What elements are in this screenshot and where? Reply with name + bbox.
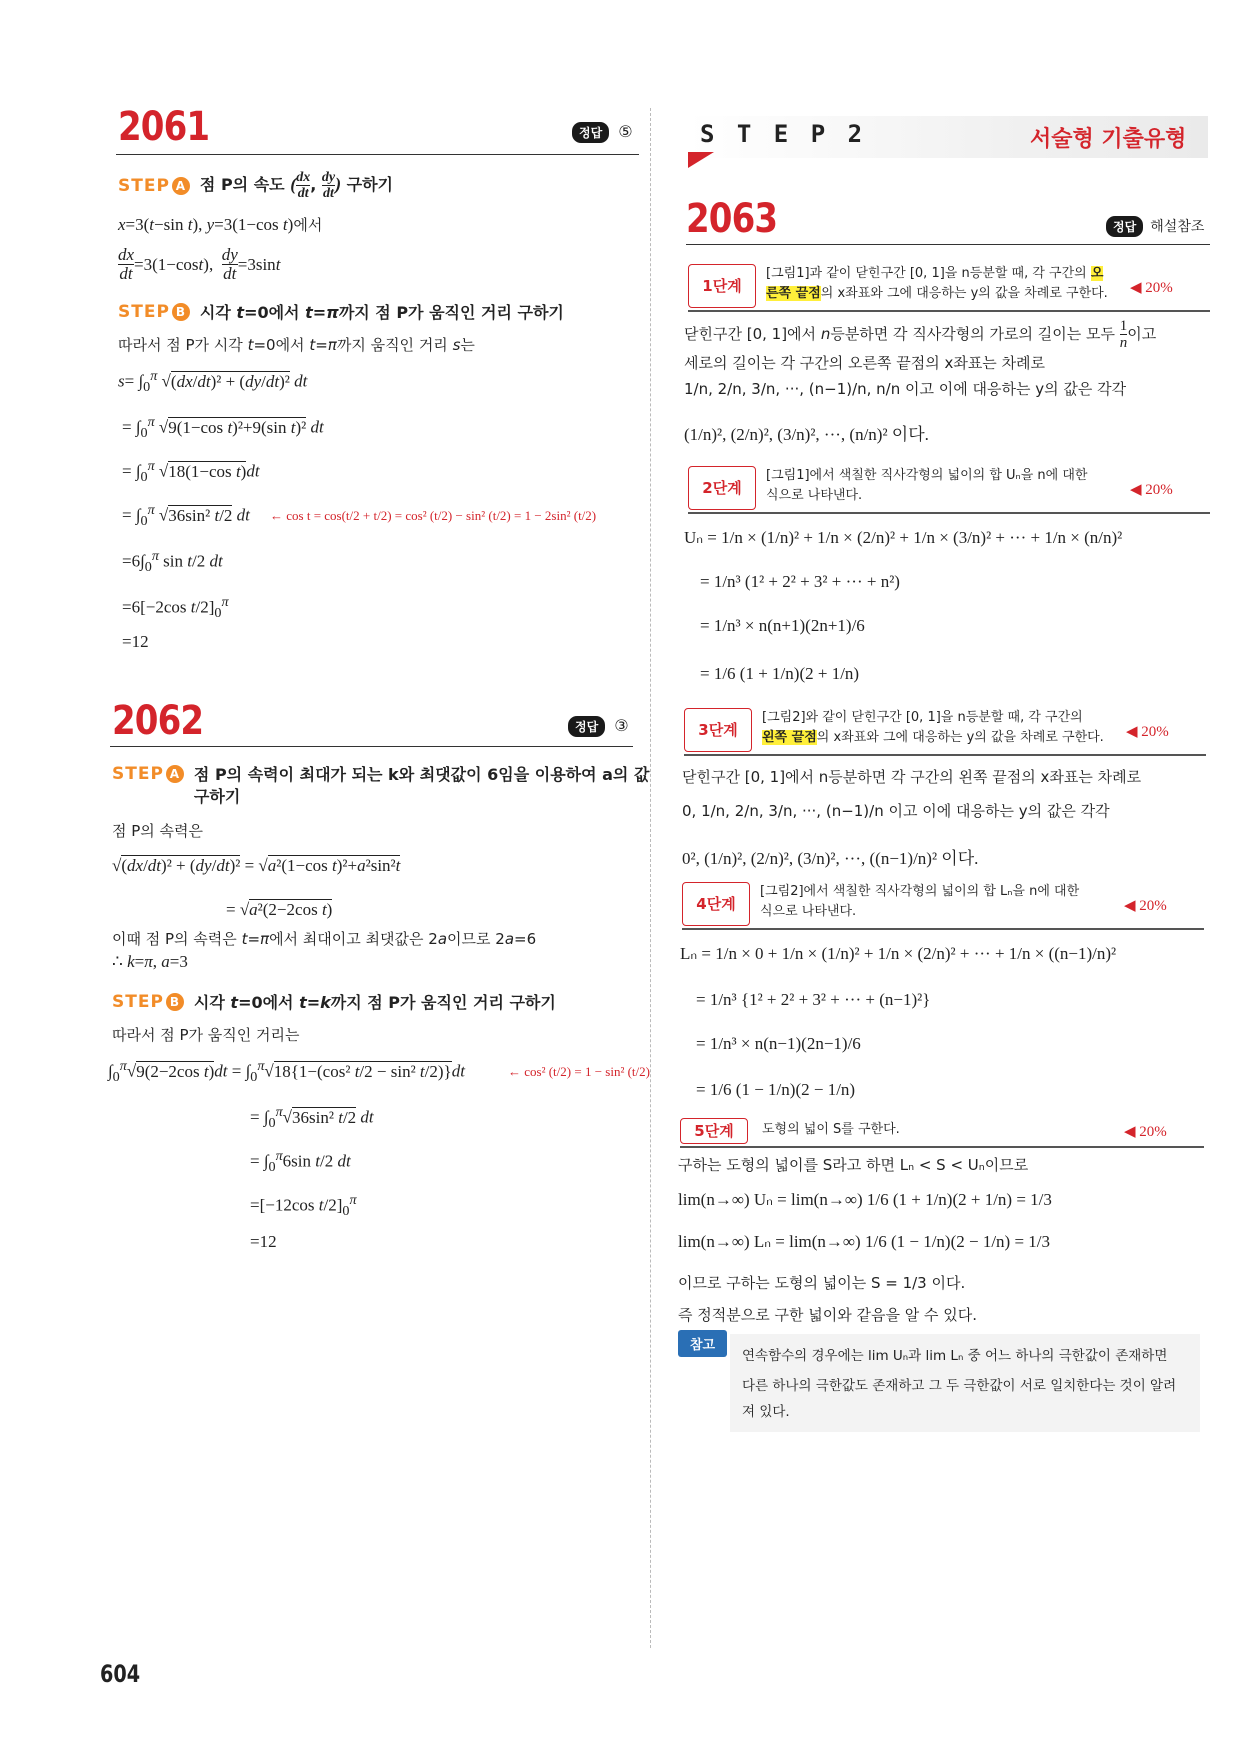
formula-line: =12 xyxy=(122,632,149,651)
formula-line: =6[−2cos $t/2]_0^\pi$ xyxy=(122,594,229,622)
answer-badge: 정답 xyxy=(1106,216,1143,237)
stage-underline xyxy=(680,1146,1204,1148)
answer-2061 xyxy=(572,122,633,143)
formula-line: = $\int_0^\pi 6\sin$ t/2 dt xyxy=(250,1148,351,1176)
text-line: 닫힌구간 [0, 1]에서 n등분하면 각 구간의 왼쪽 끝점의 x좌표는 차례로 xyxy=(682,768,1142,786)
formula-line: = $\int_0^\pi$ √18(1−cos t)dt xyxy=(122,458,260,486)
stage-description-3: [그림2]와 같이 닫힌구간 [0, 1]을 n등분할 때, 각 구간의 왼쪽 끝점의 x좌표와 그에 대응하는 y의 값을 차례로 구한다. xyxy=(762,710,1104,745)
step-title: 점 P의 속력이 최대가 되는 k와 최댓값이 6임을 이용하여 a의 값 구하기 xyxy=(193,765,650,806)
stage-description-1: [그림1]과 같이 닫힌구간 [0, 1]을 n등분할 때, 각 구간의 오 른쪽 끝점의 x좌표와 그에 대응하는 y의 값을 차례로 구한다. xyxy=(766,266,1108,301)
red-flag xyxy=(688,152,714,168)
step-title: 시각 t=0에서 t=k까지 점 P가 움직인 거리 구하기 xyxy=(193,993,556,1012)
step-b-header xyxy=(112,990,556,1013)
formula-line: = 1/n³ × n(n+1)(2n+1)/6 xyxy=(700,616,865,635)
stage-underline xyxy=(688,310,1210,312)
formula-line: $s= \int_0^\pi$ √(dx/dt)² + (dy/dt)² dt xyxy=(118,368,308,396)
step-label: STEP B xyxy=(118,302,190,322)
formula-line: ∴ k=π, a=3 xyxy=(112,952,188,971)
page-number: 604 xyxy=(100,1660,141,1688)
step-title: 점 P의 속도 ( $\frac{dx}{dt}$ , $\frac{dy}{dt}$ ) 구하기 xyxy=(199,170,394,201)
text-line: 닫힌구간 [0, 1]에서 n등분하면 각 직사각형의 가로의 길이는 모두 $\frac{1}{n}$ 이고 xyxy=(684,318,1157,351)
stage-description-2: [그림1]에서 색칠한 직사각형의 넓이의 합 Uₙ을 n에 대한 식으로 나타낸다. xyxy=(766,468,1088,503)
formula-line: $=6\int_0^\pi$ sin t/2 dt xyxy=(122,548,223,576)
divider xyxy=(116,154,639,155)
stage-badge-5: 5단계 xyxy=(680,1118,748,1144)
reference-line: 연속함수의 경우에는 lim Uₙ과 lim Lₙ 중 어느 하나의 극한값이 존재하면 xyxy=(742,1348,1168,1364)
formula-line: = 1/6 (1 − 1/n)(2 − 1/n) xyxy=(696,1080,856,1099)
stage-badge-2: 2단계 xyxy=(688,466,756,510)
step-header: S T E P 2 xyxy=(700,120,867,148)
formula-line: = $\int_0^\pi√36\sin^2$ t/2 dt xyxy=(250,1104,374,1132)
formula-line: = 1/6 (1 + 1/n)(2 + 1/n) xyxy=(700,664,860,683)
formula-line: lim(n→∞) Lₙ = lim(n→∞) 1/6 (1 − 1/n)(2 − 1/n) = 1/3 xyxy=(678,1232,1051,1251)
formula-line: = $\int_0^\pi$ √36sin² t/2 dt xyxy=(122,502,250,530)
text-line: 점 P의 속력은 xyxy=(112,822,204,840)
step-label: STEP B xyxy=(112,992,184,1012)
text-line: 세로의 길이는 각 구간의 오른쪽 끝점의 x좌표는 차례로 xyxy=(684,354,1046,372)
formula-line: √(dx/dt)² + (dy/dt)² = √a²(1−cos t)²+a²sin²t xyxy=(112,856,401,875)
stage-percent: ◀ 20% xyxy=(1130,280,1173,296)
formula-line: =[−12cos $t/2]_0^\pi$ xyxy=(250,1192,357,1220)
formula-line: dx dt =3(1−cos t ), dy dt =3sin t xyxy=(118,245,281,283)
stage-badge-3: 3단계 xyxy=(684,708,752,752)
formula-line: = 1/n³ × n(n−1)(2n−1)/6 xyxy=(696,1034,861,1053)
reference-line: 져 있다. xyxy=(742,1404,790,1420)
reference-badge: 참고 xyxy=(678,1330,727,1357)
stage-description-5: 도형의 넓이 S를 구한다. xyxy=(762,1122,900,1137)
stage-badge-1: 1단계 xyxy=(688,264,756,308)
stage-underline xyxy=(684,754,1206,756)
step-a-header xyxy=(112,764,649,808)
text-line: 따라서 점 P가 움직인 거리는 xyxy=(112,1026,300,1044)
answer-2063 xyxy=(1106,216,1204,237)
text-line: 즉 정적분으로 구한 넓이와 같음을 알 수 있다. xyxy=(678,1306,977,1324)
stage-percent: ◀ 20% xyxy=(1124,898,1167,914)
formula-line: 0², (1/n)², (2/n)², (3/n)², ···, ((n−1)/n)² 이다. xyxy=(682,849,979,868)
text-line: 따라서 점 P가 시각 t=0에서 t=π까지 움직인 거리 s는 xyxy=(118,336,475,354)
stage-percent: ◀ 20% xyxy=(1124,1124,1167,1140)
answer-value: 해설참조 xyxy=(1150,219,1205,235)
formula-line: lim(n→∞) Uₙ = lim(n→∞) 1/6 (1 + 1/n)(2 + 1/n) = 1/3 xyxy=(678,1190,1052,1209)
text-line: 이때 점 P의 속력은 t=π에서 최대이고 최댓값은 2a이므로 2a=6 xyxy=(112,930,537,948)
answer-value: ③ xyxy=(614,716,629,735)
column-divider xyxy=(650,108,651,1648)
stage-underline xyxy=(682,928,1204,930)
formula-line: (1/n)², (2/n)², (3/n)², ···, (n/n)² 이다. xyxy=(684,425,929,444)
step-label: STEP A xyxy=(112,764,184,784)
stage-badge-4: 4단계 xyxy=(682,882,750,926)
text-line: 구하는 도형의 넓이를 S라고 하면 Lₙ < S < Uₙ이므로 xyxy=(678,1156,1029,1174)
divider xyxy=(686,244,1210,245)
formula-line: Uₙ = 1/n × (1/n)² + 1/n × (2/n)² + 1/n × (3/n)² + ··· + 1/n × (n/n)² xyxy=(684,528,1123,547)
formula-line: Lₙ = 1/n × 0 + 1/n × (1/n)² + 1/n × (2/n)² + ··· + 1/n × ((n−1)/n)² xyxy=(680,944,1117,963)
formula-line: =12 xyxy=(250,1232,277,1251)
formula-line: x=3(t−sin t), y=3(1−cos t)에서 xyxy=(118,215,323,234)
stage-underline xyxy=(688,512,1210,514)
text-line: 0, 1/n, 2/n, 3/n, ···, (n−1)/n 이고 이에 대응하는 y의 값은 각각 xyxy=(682,802,1110,820)
stage-description-4: [그림2]에서 색칠한 직사각형의 넓이의 합 Lₙ을 n에 대한 식으로 나타낸다. xyxy=(760,884,1080,919)
trig-note: ← cos t = cos(t/2 + t/2) = cos² (t/2) − sin² (t/2) = 1 − 2sin² (t/2) xyxy=(270,508,597,523)
formula-line: $\int_0^\pi√9(2-2\cos$ $t)dt = \int_0^\pi√18\{1-(\cos^2$ t/2 − sin² t/2)}dt xyxy=(108,1058,465,1086)
answer-badge: 정답 xyxy=(568,716,605,737)
step-subtitle: 서술형 기출유형 xyxy=(1030,127,1187,152)
text-line: 1/n, 2/n, 3/n, ···, (n−1)/n, n/n 이고 이에 대응하는 y의 값은 각각 xyxy=(684,380,1127,398)
formula-line: = 1/n³ {1² + 2² + 3² + ··· + (n−1)²} xyxy=(696,990,931,1009)
step-title: 시각 t=0에서 t=π까지 점 P가 움직인 거리 구하기 xyxy=(199,303,564,322)
problem-number-2061: 2061 xyxy=(118,104,210,150)
divider xyxy=(110,746,633,747)
problem-number-2062: 2062 xyxy=(112,698,204,744)
text-line: 이므로 구하는 도형의 넓이는 S = 1/3 이다. xyxy=(678,1274,966,1292)
formula-line: = 1/n³ (1² + 2² + 3² + ··· + n²) xyxy=(700,572,900,591)
answer-badge: 정답 xyxy=(572,122,609,143)
step-a-header xyxy=(118,170,393,201)
stage-percent: ◀ 20% xyxy=(1126,724,1169,740)
stage-percent: ◀ 20% xyxy=(1130,482,1173,498)
step-label: STEP A xyxy=(118,176,190,196)
step-b-header xyxy=(118,300,564,323)
trig-note: ← cos² (t/2) = 1 − sin² (t/2) xyxy=(508,1064,650,1079)
reference-line: 다른 하나의 극한값도 존재하고 그 두 극한값이 서로 일치한다는 것이 알려 xyxy=(742,1378,1177,1394)
answer-value: ⑤ xyxy=(618,122,633,141)
answer-2062 xyxy=(568,716,629,737)
formula-line: = √a²(2−2cos t) xyxy=(226,900,333,919)
problem-number-2063: 2063 xyxy=(686,196,778,242)
formula-line: = $\int_0^\pi$ √9(1−cos t)²+9(sin t)² dt xyxy=(122,414,324,442)
